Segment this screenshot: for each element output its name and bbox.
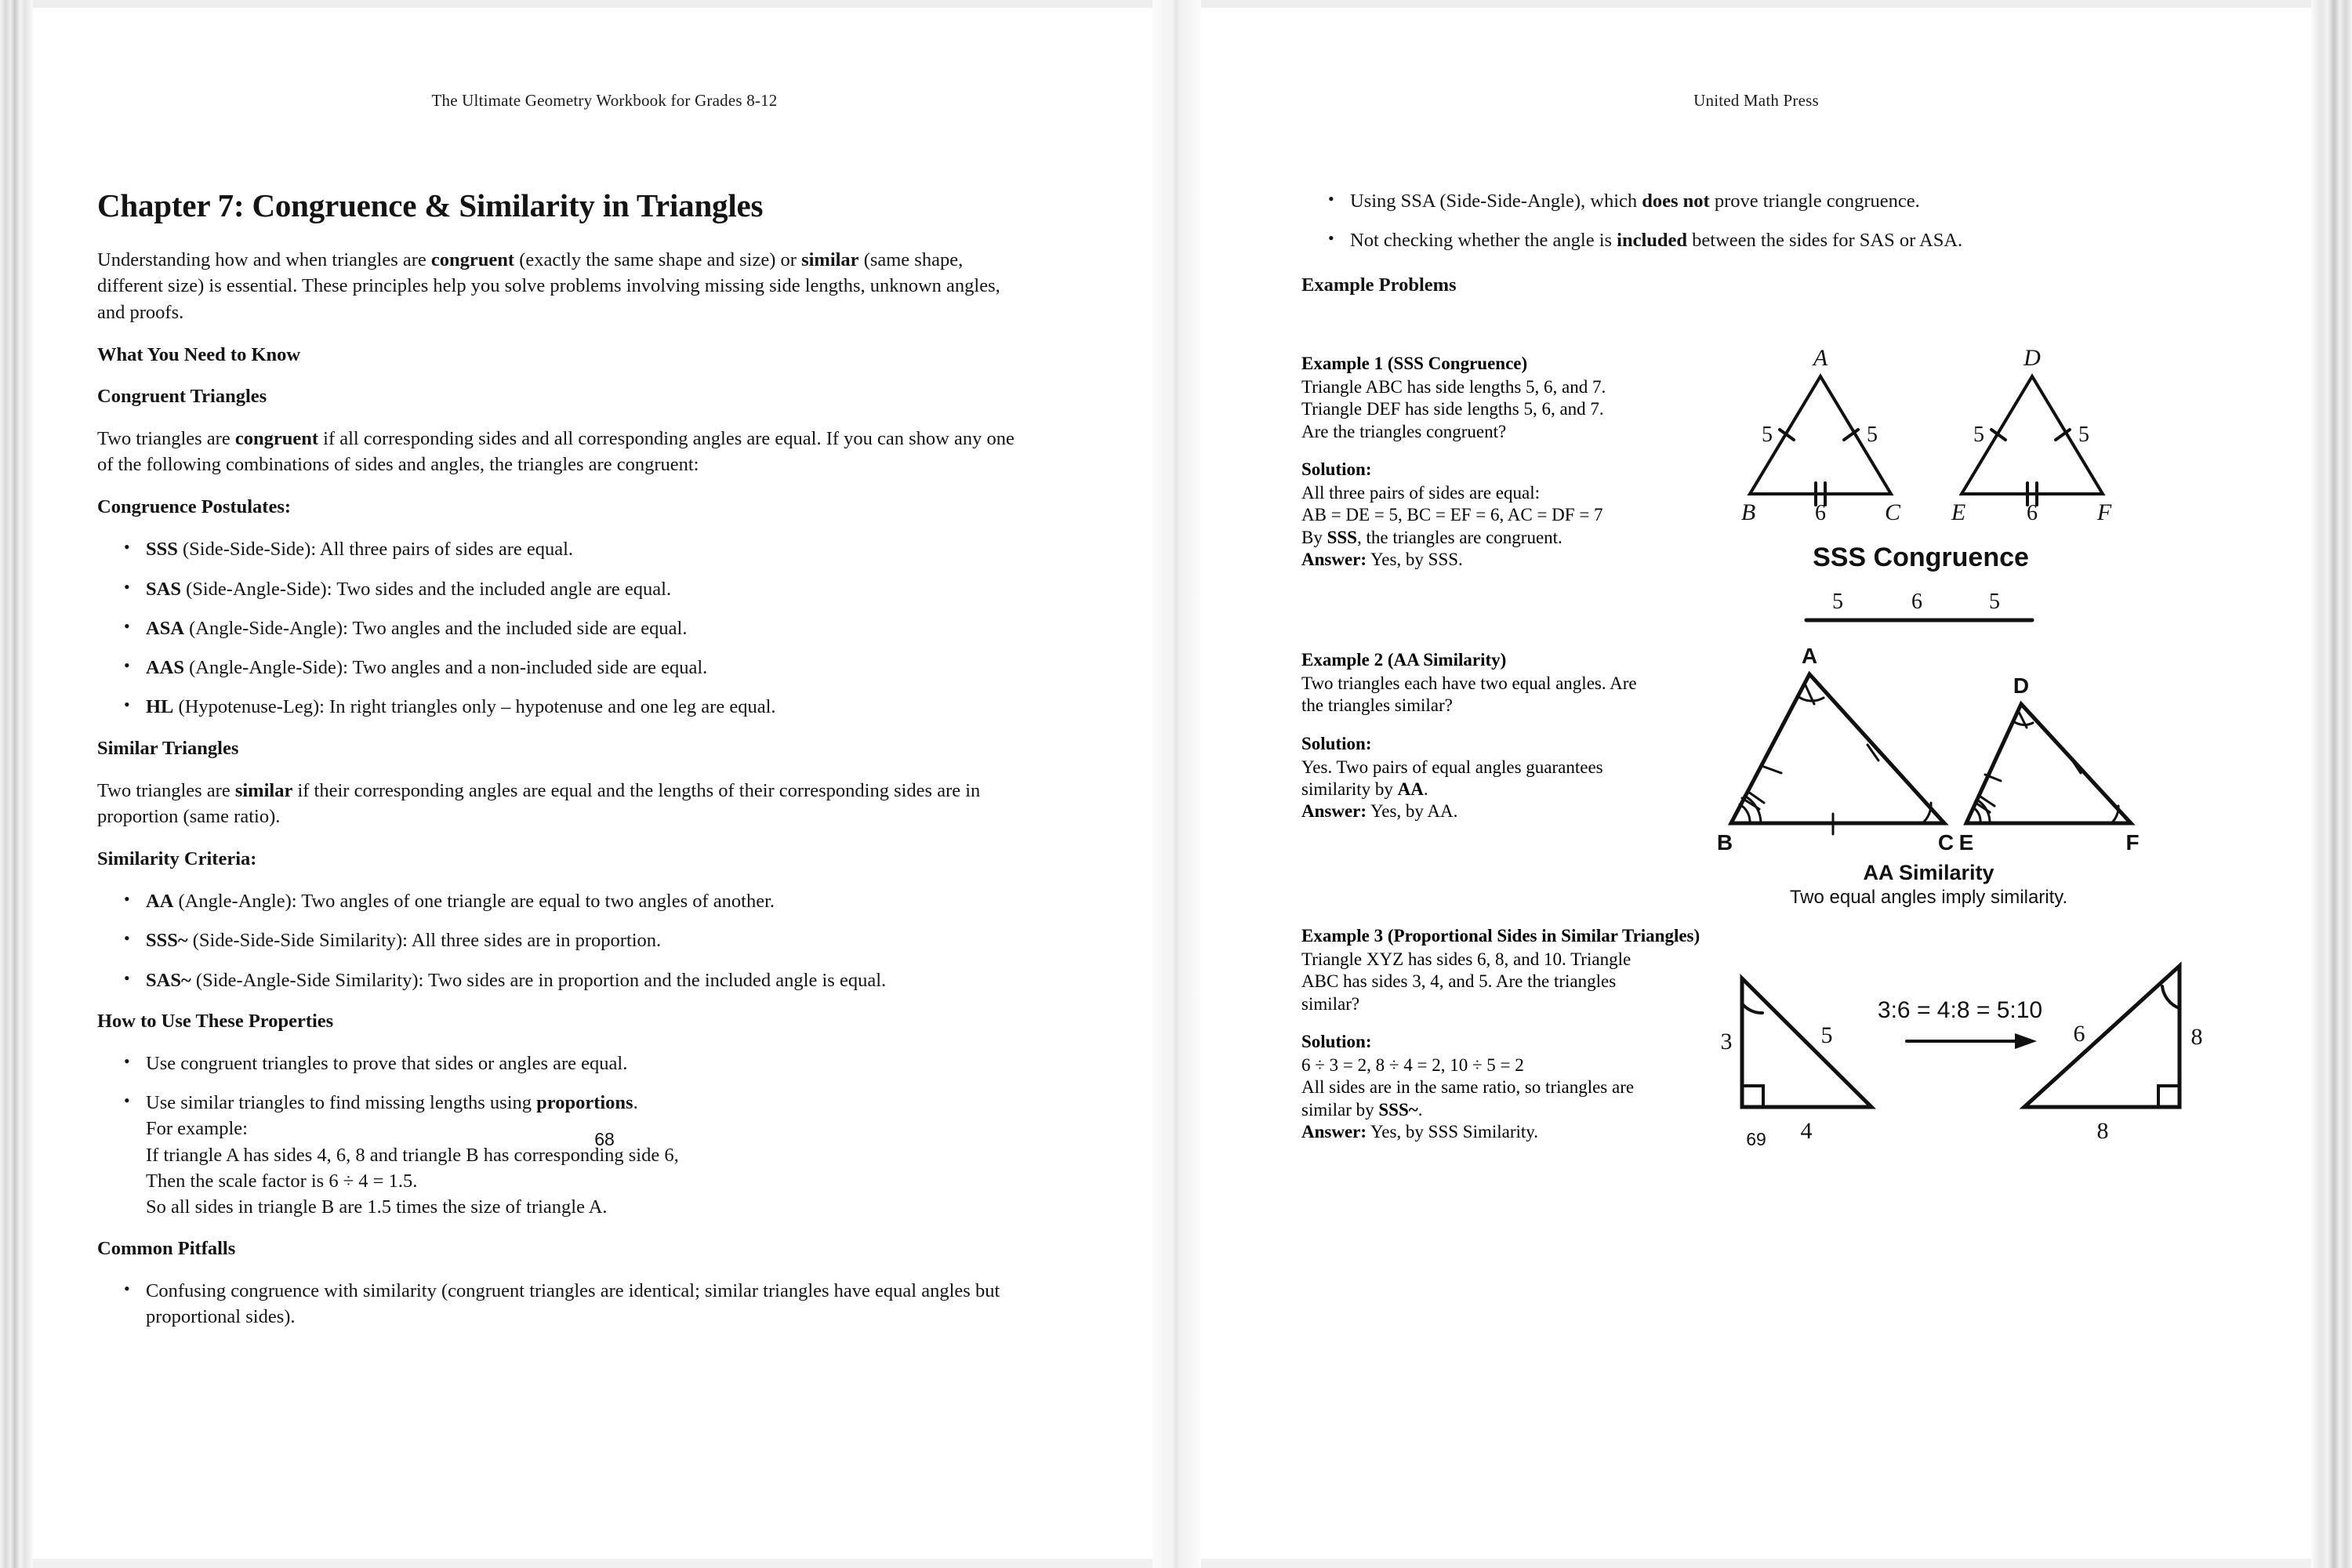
aa-figure-subcaption: Two equal angles imply similarity. — [1789, 887, 2068, 908]
side-label-ef: 6 — [2027, 501, 2038, 525]
answer-label: Answer: — [1301, 549, 1367, 569]
text-line: similarity by AA. — [1301, 779, 1428, 799]
side-label-large-hyp: 6 — [2073, 1021, 2085, 1047]
aa-similarity-figure — [1693, 635, 2195, 908]
heading-example-problems: Example Problems — [1301, 274, 1457, 296]
emphasis: similar — [234, 779, 293, 801]
heading-what-you-need-to-know: What You Need to Know — [97, 344, 301, 366]
heading-how-to-use-these-properties: How to Use These Properties — [97, 1011, 334, 1032]
book-edge-right — [2311, 0, 2352, 1568]
heading-similarity-criteria: Similarity Criteria: — [97, 848, 257, 870]
answer-line: Answer: Yes, by AA. — [1301, 801, 1458, 822]
heading-common-pitfalls: Common Pitfalls — [97, 1237, 236, 1259]
text-line: similar? — [1301, 993, 1360, 1014]
emphasis: SSS — [1327, 527, 1357, 547]
text-line: Triangle XYZ has sides 6, 8, and 10. Triangle — [1301, 949, 1632, 970]
running-head-left: The Ultimate Geometry Workbook for Grades 8-12 — [431, 91, 778, 110]
list-item: • Not checking whether the angle is included between the sides for SAS or ASA. — [1301, 227, 2217, 253]
side-label-df: 5 — [2078, 423, 2089, 447]
congruence-postulates-list — [97, 536, 1014, 720]
side-label-small-hyp: 5 — [1820, 1022, 1833, 1048]
text-line: 6 ÷ 3 = 2, 8 ÷ 4 = 2, 10 ÷ 5 = 2 — [1301, 1054, 1524, 1075]
example-3-title: Example 3 (Proportional Sides in Similar Triangles) — [1301, 926, 1700, 946]
list-item-term: SAS~ — [146, 969, 191, 991]
page-number-right: 69 — [1746, 1129, 1766, 1149]
example-2-title: Example 2 (AA Similarity) — [1301, 650, 1507, 670]
list-item-term: SSS — [146, 539, 178, 561]
example-1-solution-label: Solution: — [1301, 459, 1372, 479]
side-label-ab: 5 — [1762, 423, 1773, 447]
side-label-small-vertical: 3 — [1720, 1029, 1733, 1054]
vertex-label-a: A — [1801, 644, 1818, 668]
list-item: • SSS~ (Side-Side-Side Similarity): All three sides are in proportion. — [97, 927, 1014, 953]
list-item: • SSS (Side-Side-Side): All three pairs of sides are equal. — [97, 536, 1014, 562]
similar-definition: Two triangles are similar if their corresponding angles are equal and the lengths of their corresponding sides are in proportion (same ratio). — [97, 779, 981, 827]
answer-label: Answer: — [1301, 1121, 1367, 1142]
vertex-label-c: C — [1884, 499, 1901, 525]
heading-congruence-postulates: Congruence Postulates: — [97, 496, 292, 518]
text-line: ABC has sides 3, 4, and 5. Are the triangles — [1301, 971, 1617, 992]
vertex-label-f: F — [2096, 499, 2112, 525]
book-gutter — [1152, 0, 1201, 1568]
text-line: All three pairs of sides are equal: — [1301, 482, 1540, 503]
running-head-right: United Math Press — [1693, 91, 1819, 110]
side-label-bc: 6 — [1815, 501, 1826, 525]
book-edge-left — [0, 0, 33, 1568]
page-number-left: 68 — [594, 1129, 615, 1149]
emphasis: included — [1617, 230, 1688, 252]
vertex-label-d: D — [2024, 345, 2041, 371]
legend-value-1: 6 — [1911, 590, 1922, 614]
text-line: AB = DE = 5, BC = EF = 6, AC = DF = 7 — [1301, 505, 1603, 525]
emphasis: proportions — [536, 1092, 633, 1114]
text-line: similar by SSS~. — [1301, 1099, 1423, 1120]
emphasis: AA — [1397, 779, 1424, 799]
vertex-label-e: E — [1958, 830, 1974, 855]
emphasis: similar — [801, 249, 859, 271]
list-item: • HL (Hypotenuse-Leg): In right triangles only – hypotenuse and one leg are equal. — [97, 694, 1014, 720]
vertex-label-e: E — [1951, 499, 1966, 525]
example-2-solution — [1301, 757, 1709, 823]
left-page-content — [97, 188, 1014, 1345]
vertex-label-a: A — [1813, 345, 1828, 371]
example-2-solution-label: Solution: — [1301, 733, 1372, 753]
legend-value-0: 5 — [1832, 590, 1843, 614]
common-pitfalls-list — [97, 1278, 1014, 1330]
vertex-label-d: D — [2013, 673, 2030, 698]
ratio-label: 3:6 = 4:8 = 5:10 — [1877, 997, 2043, 1023]
list-item-term: ASA — [146, 617, 185, 639]
side-label-ac: 5 — [1867, 423, 1878, 447]
example-2-text — [1301, 649, 1709, 823]
list-item-body: • Use similar triangles to find missing lengths using proportions. For example: If triangle A has sides 4, 6, 8 and triangle B has corresponding side 6, Then the scale factor is 6 ÷ 4 = 1.5. So all sides in triangle B are 1.5 times the size of triangle A. — [146, 1092, 679, 1218]
page-left — [33, 8, 1176, 1559]
example-1-text — [1301, 353, 1709, 571]
pitfalls-continued-list — [1301, 188, 2217, 254]
side-label-small-base: 4 — [1800, 1118, 1813, 1144]
side-label-large-vertical: 8 — [2190, 1024, 2203, 1050]
vertex-label-b: B — [1716, 830, 1733, 855]
example-1-title: Example 1 (SSS Congruence) — [1301, 354, 1528, 373]
list-item-term: AAS — [146, 657, 185, 679]
heading-congruent-triangles: Congruent Triangles — [97, 385, 267, 407]
list-item-term: AA — [146, 891, 174, 913]
aa-similarity-svg — [1693, 635, 2195, 908]
list-item-term: SAS — [146, 578, 181, 600]
text-line: Yes. Two pairs of equal angles guarantees — [1301, 757, 1603, 777]
list-item: • SAS~ (Side-Angle-Side Similarity): Two sides are in proportion and the included angle is equal. — [97, 967, 1014, 993]
vertex-label-c: C — [1937, 830, 1955, 855]
text-line: Triangle ABC has side lengths 5, 6, and 7. — [1301, 377, 1606, 397]
legend-value-2: 5 — [1989, 590, 2000, 614]
aa-figure-caption: AA Similarity — [1863, 861, 1994, 884]
page-title: Chapter 7: Congruence & Similarity in Triangles — [97, 187, 764, 223]
list-item: • ASA (Angle-Side-Angle): Two angles and the included side are equal. — [97, 615, 1014, 641]
text-line: Are the triangles congruent? — [1301, 421, 1507, 441]
example-1-solution — [1301, 482, 1709, 571]
emphasis: SSS~ — [1378, 1099, 1418, 1120]
list-item: • Using SSA (Side-Side-Angle), which does not prove triangle congruence. — [1301, 188, 2217, 214]
heading-similar-triangles: Similar Triangles — [97, 737, 239, 759]
answer-line: Answer: Yes, by SSS. — [1301, 549, 1463, 569]
list-item-term: SSS~ — [146, 930, 188, 952]
text-line: the triangles similar? — [1301, 695, 1453, 716]
answer-label: Answer: — [1301, 801, 1367, 822]
list-item: • Confusing congruence with similarity (congruent triangles are identical; similar triangles have equal angles but proportional sides). — [97, 1278, 1014, 1330]
sss-congruence-svg — [1719, 329, 2205, 627]
vertex-label-b: B — [1740, 499, 1756, 525]
example-3-text — [1301, 925, 1717, 1143]
sss-figure-caption: SSS Congruence — [1813, 543, 2029, 572]
arrow-head-icon — [2015, 1033, 2037, 1049]
list-item-term: HL — [146, 696, 174, 718]
list-item: • AAS (Angle-Angle-Side): Two angles and a non-included side are equal. — [97, 655, 1014, 681]
text-line: By SSS, the triangles are congruent. — [1301, 527, 1563, 547]
congruent-definition: Two triangles are congruent if all corresponding sides and all corresponding angles are equal. If you can show any one of the following combinations of sides and angles, the triangles are congruent: — [97, 427, 1014, 476]
list-item: • AA (Angle-Angle): Two angles of one triangle are equal to two angles of another. — [97, 888, 1014, 914]
emphasis: congruent — [234, 427, 319, 449]
side-label-large-base: 8 — [2096, 1118, 2109, 1144]
emphasis: does not — [1642, 191, 1710, 212]
intro-paragraph: Understanding how and when triangles are congruent (exactly the same shape and size) or similar (same shape, different size) is essential. These principles help you solve problems involving missing side lengths, unknown angles, and proofs. — [97, 249, 1000, 323]
right-page-content — [1301, 188, 2217, 297]
list-item — [97, 1090, 1014, 1221]
list-item: • SAS (Side-Angle-Side): Two sides and the included angle are equal. — [97, 576, 1014, 602]
example-1-prompt — [1301, 376, 1709, 443]
vertex-label-f: F — [2125, 830, 2140, 855]
answer-line: Answer: Yes, by SSS Similarity. — [1301, 1121, 1539, 1142]
text-line: Two triangles each have two equal angles. Are — [1301, 673, 1637, 694]
example-3-solution-label: Solution: — [1301, 1031, 1372, 1051]
similarity-criteria-list — [97, 888, 1014, 993]
example-3-prompt — [1301, 949, 1717, 1015]
text-line: All sides are in the same ratio, so triangles are — [1301, 1077, 1635, 1098]
list-item: • Use congruent triangles to prove that sides or angles are equal. — [97, 1051, 1014, 1076]
text-line: Triangle DEF has side lengths 5, 6, and 7. — [1301, 399, 1604, 419]
sss-congruence-figure — [1719, 329, 2205, 627]
example-2-prompt — [1301, 673, 1709, 717]
page-right — [1201, 8, 2311, 1559]
side-label-de: 5 — [1973, 423, 1984, 447]
emphasis: congruent — [430, 249, 515, 271]
